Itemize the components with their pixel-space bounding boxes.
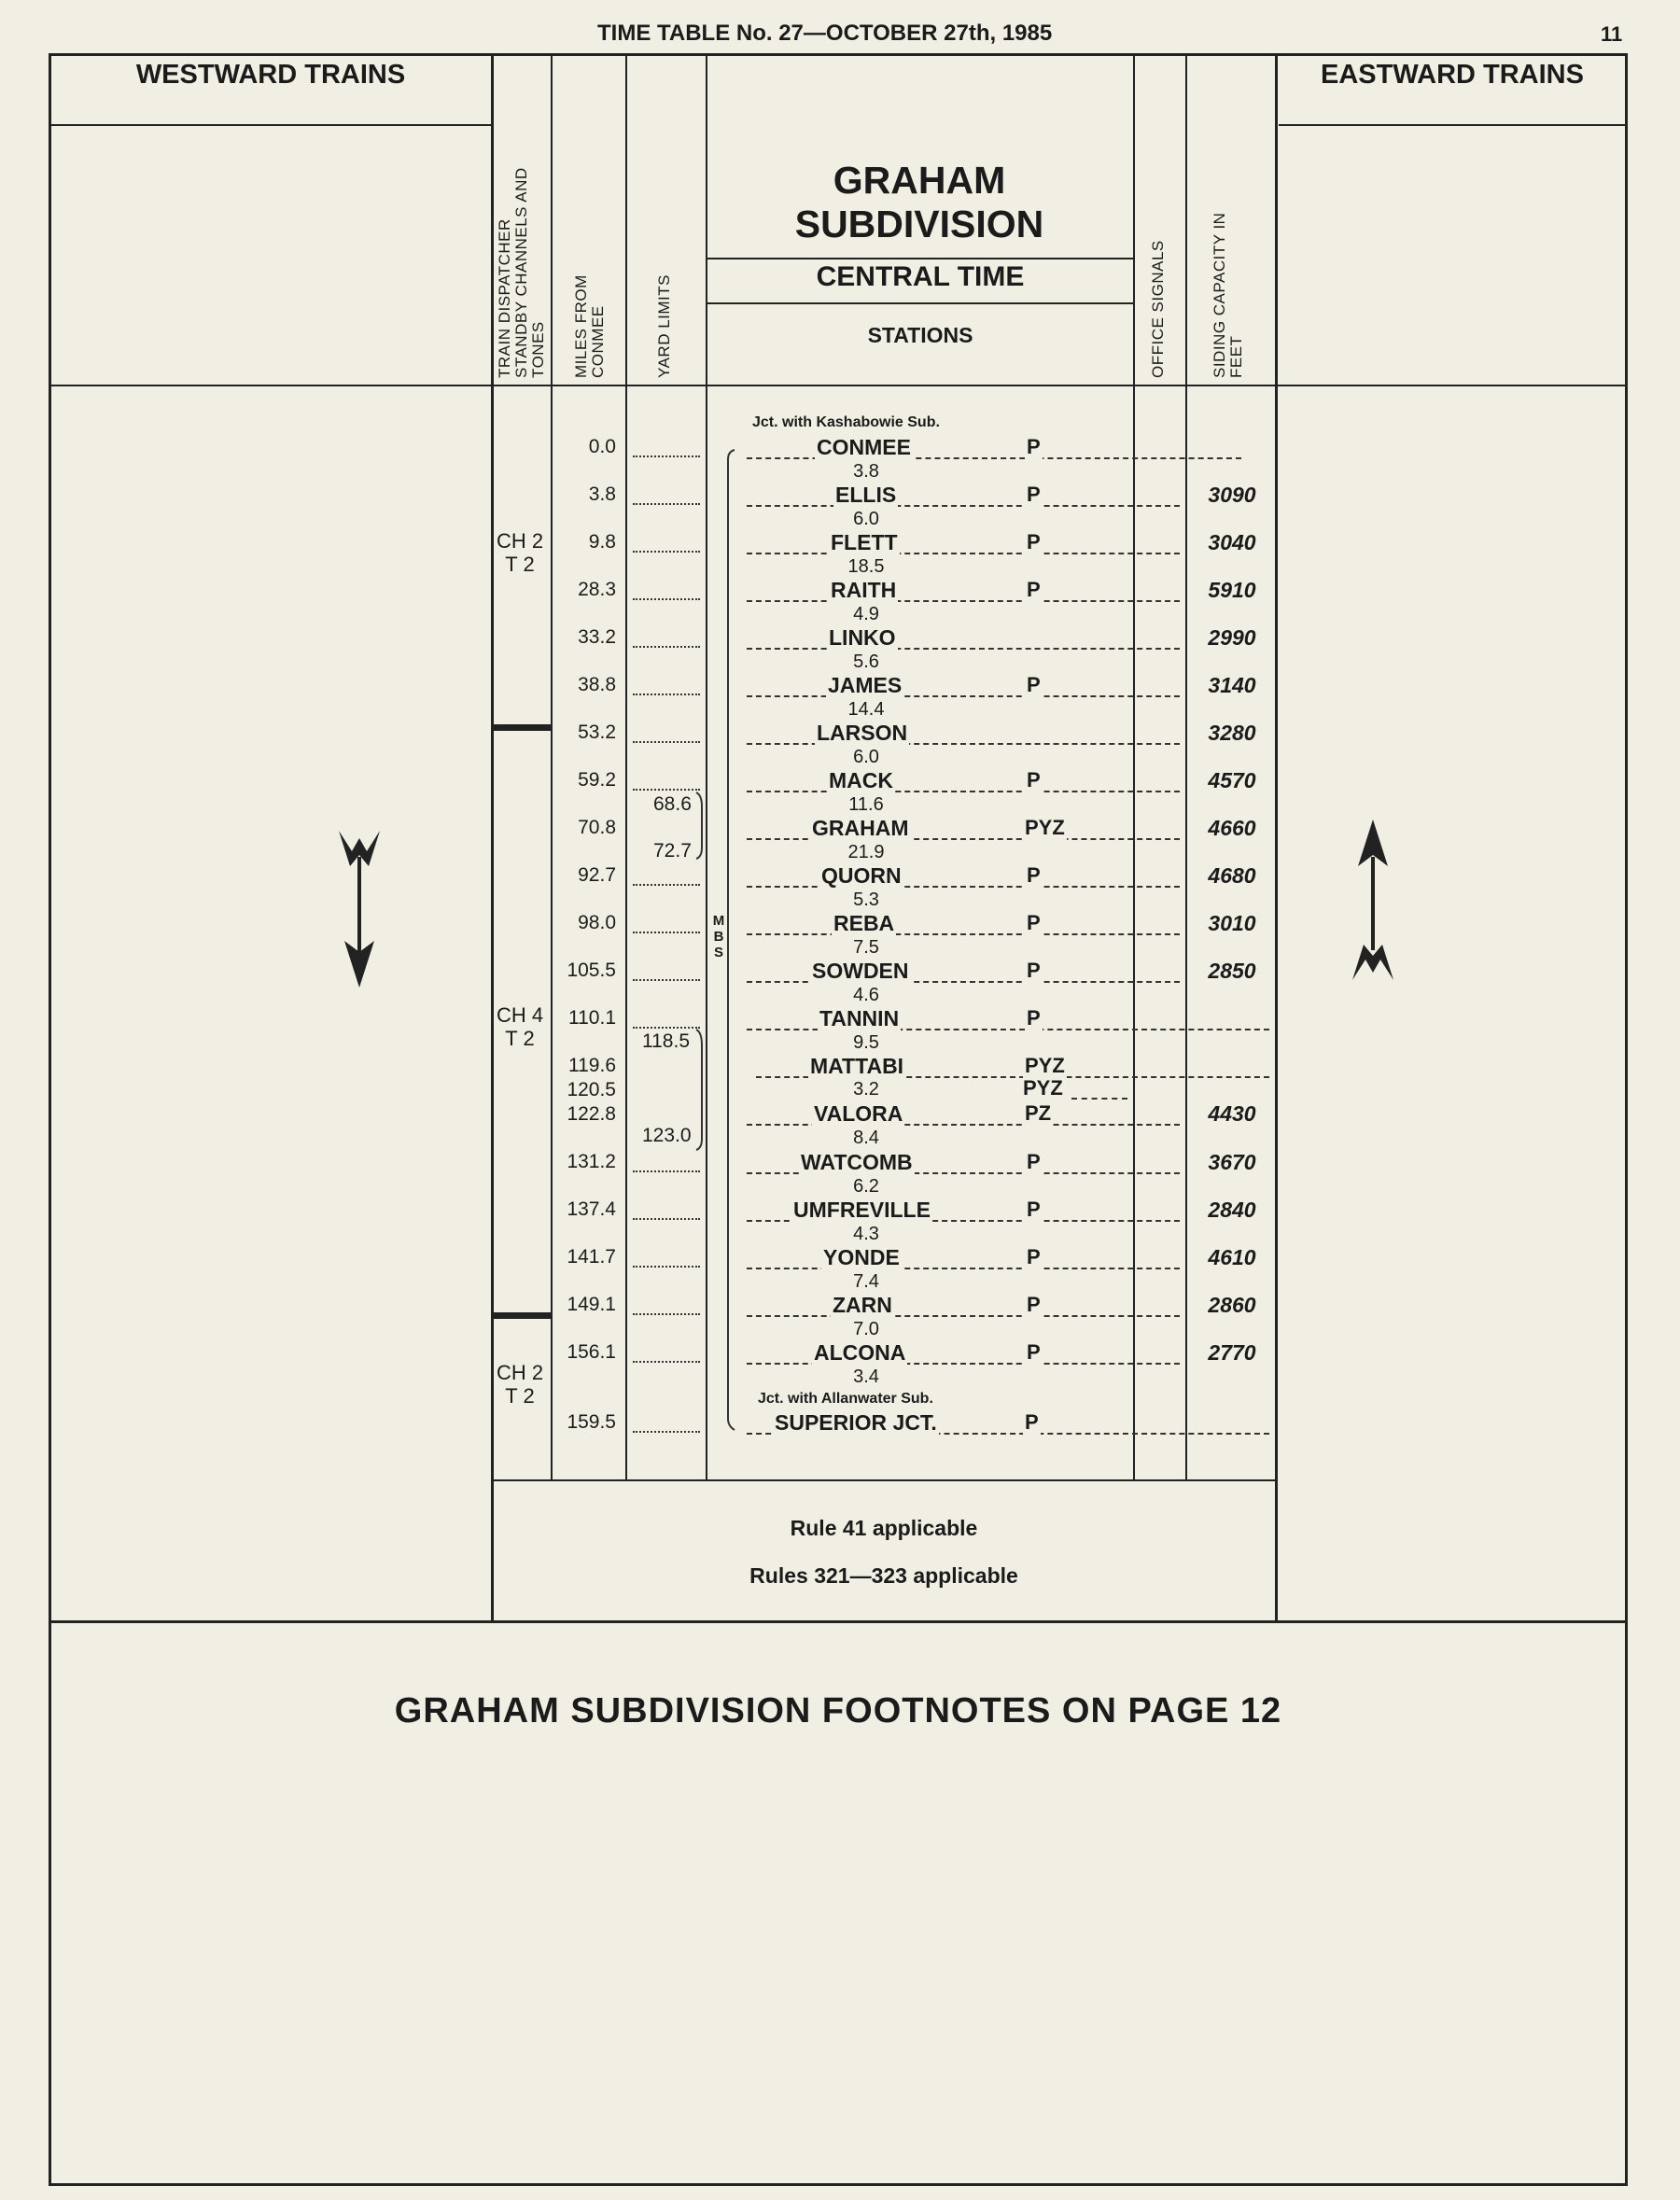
yard-dot-leader <box>633 646 700 648</box>
yard-dot-leader <box>633 741 700 743</box>
mile-post: 131.2 <box>567 1151 616 1172</box>
station-name: RAITH <box>831 578 897 602</box>
distance-to-next: 3.2 <box>853 1079 879 1100</box>
siding-capacity: 2860 <box>1208 1293 1256 1317</box>
west-header-rule <box>49 124 493 126</box>
office-signal: P <box>1027 863 1041 887</box>
office-signal: P <box>1027 768 1041 792</box>
office-signal: PYZ <box>1025 1054 1065 1077</box>
station-name: SUPERIOR JCT. <box>775 1410 937 1435</box>
mile-post: 137.4 <box>567 1198 616 1220</box>
eastward-arrow-icon <box>1345 820 1401 980</box>
station-name: QUORN <box>821 863 902 888</box>
distance-to-next: 6.0 <box>853 509 879 529</box>
station-name: ZARN <box>833 1293 892 1317</box>
station-name: WATCOMB <box>801 1150 913 1174</box>
mile-post: 70.8 <box>578 817 616 838</box>
yard-dot-leader <box>633 1361 700 1363</box>
rules-321-323-note: Rules 321—323 applicable <box>749 1563 1018 1588</box>
distance-to-next: 7.4 <box>853 1271 879 1292</box>
distance-to-next: 4.3 <box>853 1224 879 1244</box>
station-name: SOWDEN <box>812 959 909 983</box>
siding-capacity: 2990 <box>1208 625 1256 650</box>
channel-boundary-bar <box>491 1312 553 1319</box>
junction-top-note: Jct. with Kashabowie Sub. <box>752 414 940 430</box>
office-signal: PYZ <box>1023 1076 1063 1100</box>
station-name: ALCONA <box>814 1340 906 1365</box>
central-time-rule <box>707 302 1135 304</box>
mile-post: 110.1 <box>568 1007 616 1029</box>
office-signal: P <box>1027 1293 1041 1316</box>
station-name: VALORA <box>814 1101 903 1126</box>
yard-dot-leader <box>633 1431 700 1433</box>
yard-brace-lines <box>635 429 747 1437</box>
siding-capacity: 4430 <box>1208 1101 1256 1126</box>
office-signal: P <box>1027 578 1041 601</box>
distance-to-next: 6.2 <box>853 1176 879 1197</box>
office-signal: P <box>1027 530 1041 554</box>
station-leader <box>747 1268 1180 1269</box>
office-signal: P <box>1027 1006 1041 1030</box>
office-signal: PYZ <box>1025 816 1065 839</box>
westward-arrow-icon <box>331 831 387 989</box>
station-name: MATTABI <box>810 1054 904 1078</box>
mile-post: 28.3 <box>578 579 616 600</box>
station-name: TANNIN <box>819 1006 900 1030</box>
mile-post: 156.1 <box>567 1341 616 1363</box>
station-name: FLETT <box>831 530 898 554</box>
office-signal: P <box>1027 1198 1041 1221</box>
junction-bottom-note: Jct. with Allanwater Sub. <box>758 1391 933 1407</box>
office-signal: P <box>1027 1340 1041 1364</box>
station-name: UMFREVILLE <box>793 1198 931 1222</box>
channels-column-heading: TRAIN DISPATCHER STANDBY CHANNELS AND TONES <box>496 167 547 378</box>
office-signal: P <box>1027 483 1041 506</box>
footnotes-reference: GRAHAM SUBDIVISION FOOTNOTES ON PAGE 12 <box>394 1691 1282 1731</box>
mile-post: 53.2 <box>578 722 616 743</box>
station-name: ELLIS <box>835 483 897 507</box>
distance-to-next: 8.4 <box>853 1128 879 1148</box>
office-signal: P <box>1025 1410 1039 1434</box>
mile-post: 105.5 <box>567 960 616 981</box>
station-name: YONDE <box>823 1245 900 1269</box>
station-name: LINKO <box>829 625 896 650</box>
siding-capacity: 3280 <box>1208 721 1256 745</box>
mile-post: 92.7 <box>578 864 616 886</box>
subdivision-rule <box>707 258 1135 259</box>
distance-to-next: 4.6 <box>853 985 879 1005</box>
channel-block: CH 4 T 2 <box>496 1003 544 1050</box>
yard-dot-leader <box>633 455 700 457</box>
station-name: JAMES <box>828 673 903 697</box>
mile-post: 159.5 <box>567 1411 616 1433</box>
siding-capacity: 3040 <box>1208 530 1256 554</box>
yard-dot-leader <box>633 789 700 791</box>
station-leader <box>747 695 1180 697</box>
yard-dot-leader <box>633 1266 700 1268</box>
mile-post: 149.1 <box>567 1294 616 1315</box>
channel-block: CH 2 T 2 <box>496 529 544 576</box>
yard-dot-leader <box>633 1218 700 1220</box>
yard-dot-leader <box>633 1313 700 1315</box>
office-signal: PZ <box>1025 1101 1052 1125</box>
station-name: GRAHAM <box>812 816 909 840</box>
distance-to-next: 21.9 <box>847 842 885 862</box>
siding-capacity: 4680 <box>1208 863 1256 888</box>
yard-dot-leader <box>633 694 700 695</box>
distance-to-next: 4.9 <box>853 604 879 624</box>
east-header-rule <box>1279 124 1628 126</box>
station-leader <box>747 743 1180 745</box>
stations-label: STATIONS <box>867 323 973 347</box>
column-header-bottom-rule <box>49 385 1628 386</box>
yard-dot-leader <box>633 503 700 505</box>
siding-capacity: 2770 <box>1208 1340 1256 1365</box>
westward-trains-heading: WESTWARD TRAINS <box>135 60 406 90</box>
station-leader <box>747 1315 1180 1317</box>
distance-to-next: 18.5 <box>847 556 885 577</box>
station-leader <box>747 600 1180 602</box>
siding-capacity: 5910 <box>1208 578 1256 602</box>
yard-limit-value: 118.5 <box>642 1030 690 1052</box>
office-signal: P <box>1027 1150 1041 1173</box>
distance-to-next: 9.5 <box>853 1032 879 1053</box>
mile-post: 38.8 <box>578 674 616 695</box>
station-leader <box>747 553 1180 554</box>
yard-limit-value: 72.7 <box>653 840 692 862</box>
yard-dot-leader <box>633 932 700 933</box>
mile-post: 120.5 <box>567 1079 616 1100</box>
office-signal: P <box>1027 911 1041 934</box>
station-name: MACK <box>829 768 893 792</box>
station-name: CONMEE <box>817 435 911 459</box>
distance-to-next: 3.8 <box>853 461 879 482</box>
distance-to-next: 5.6 <box>853 652 879 672</box>
page-number: 11 <box>1601 22 1623 46</box>
yard-limit-value: 123.0 <box>642 1125 692 1146</box>
station-leader <box>747 791 1180 792</box>
mile-post: 98.0 <box>578 912 616 933</box>
mile-post: 33.2 <box>578 626 616 648</box>
miles-column-heading: MILES FROM CONMEE <box>572 274 607 378</box>
distance-to-next: 6.0 <box>853 747 879 767</box>
distance-to-next: 11.6 <box>848 794 884 815</box>
office-signal: P <box>1027 959 1041 982</box>
mbs-label: M B S <box>712 913 725 960</box>
siding-capacity: 3140 <box>1208 673 1256 697</box>
siding-capacity: 3670 <box>1208 1150 1256 1174</box>
mile-post: 59.2 <box>578 769 616 791</box>
distance-to-next: 7.5 <box>853 937 879 958</box>
distance-to-next: 5.3 <box>853 890 879 910</box>
yard-dot-leader <box>633 598 700 600</box>
mile-post: 119.6 <box>568 1055 616 1076</box>
yard-limits-column-heading: YARD LIMITS <box>655 274 673 378</box>
miles-divider <box>625 53 627 1481</box>
footnote-top-rule <box>49 1620 1628 1623</box>
station-leader <box>1071 1098 1127 1100</box>
mile-post: 122.8 <box>567 1103 616 1125</box>
yard-dot-leader <box>633 1027 700 1029</box>
office-signals-column-heading: OFFICE SIGNALS <box>1149 240 1167 378</box>
siding-capacity: 3090 <box>1208 483 1256 507</box>
distance-to-next: 7.0 <box>853 1319 879 1339</box>
office-signal: P <box>1027 435 1041 458</box>
time-zone-label: CENTRAL TIME <box>816 261 1025 292</box>
eastward-trains-heading: EASTWARD TRAINS <box>1321 60 1584 90</box>
yard-limit-value: 68.6 <box>653 793 692 815</box>
mile-post: 141.7 <box>567 1246 616 1268</box>
station-leader <box>747 505 1180 507</box>
office-signal: P <box>1027 673 1041 696</box>
yard-dot-leader <box>633 551 700 553</box>
channel-boundary-bar <box>491 724 553 731</box>
table-bottom-rule <box>491 1479 1277 1481</box>
mile-post: 3.8 <box>588 483 616 505</box>
channel-block: CH 2 T 2 <box>496 1361 544 1408</box>
yard-dot-leader <box>633 884 700 886</box>
station-leader <box>747 886 1180 888</box>
station-leader <box>747 648 1180 650</box>
distance-to-next: 14.4 <box>847 699 885 720</box>
siding-capacity: 4610 <box>1208 1245 1256 1269</box>
station-name: REBA <box>833 911 895 935</box>
rule-41-note: Rule 41 applicable <box>790 1516 978 1540</box>
office-signal: P <box>1027 1245 1041 1268</box>
siding-capacity: 4570 <box>1208 768 1256 792</box>
yard-dot-leader <box>633 979 700 981</box>
siding-capacity: 3010 <box>1208 911 1256 935</box>
mile-post: 9.8 <box>588 531 616 553</box>
mile-post: 0.0 <box>588 436 616 457</box>
station-leader <box>747 933 1180 935</box>
siding-capacity: 4660 <box>1208 816 1256 840</box>
siding-capacity: 2840 <box>1208 1198 1256 1222</box>
siding-capacity-column-heading: SIDING CAPACITY IN FEET <box>1211 212 1245 378</box>
yard-dot-leader <box>633 1170 700 1172</box>
timetable-title: TIME TABLE No. 27—OCTOBER 27th, 1985 <box>597 21 1053 46</box>
station-name: LARSON <box>817 721 908 745</box>
distance-to-next: 3.4 <box>853 1366 879 1387</box>
subdivision-name: GRAHAM SUBDIVISION <box>794 159 1044 245</box>
siding-capacity: 2850 <box>1208 959 1256 983</box>
